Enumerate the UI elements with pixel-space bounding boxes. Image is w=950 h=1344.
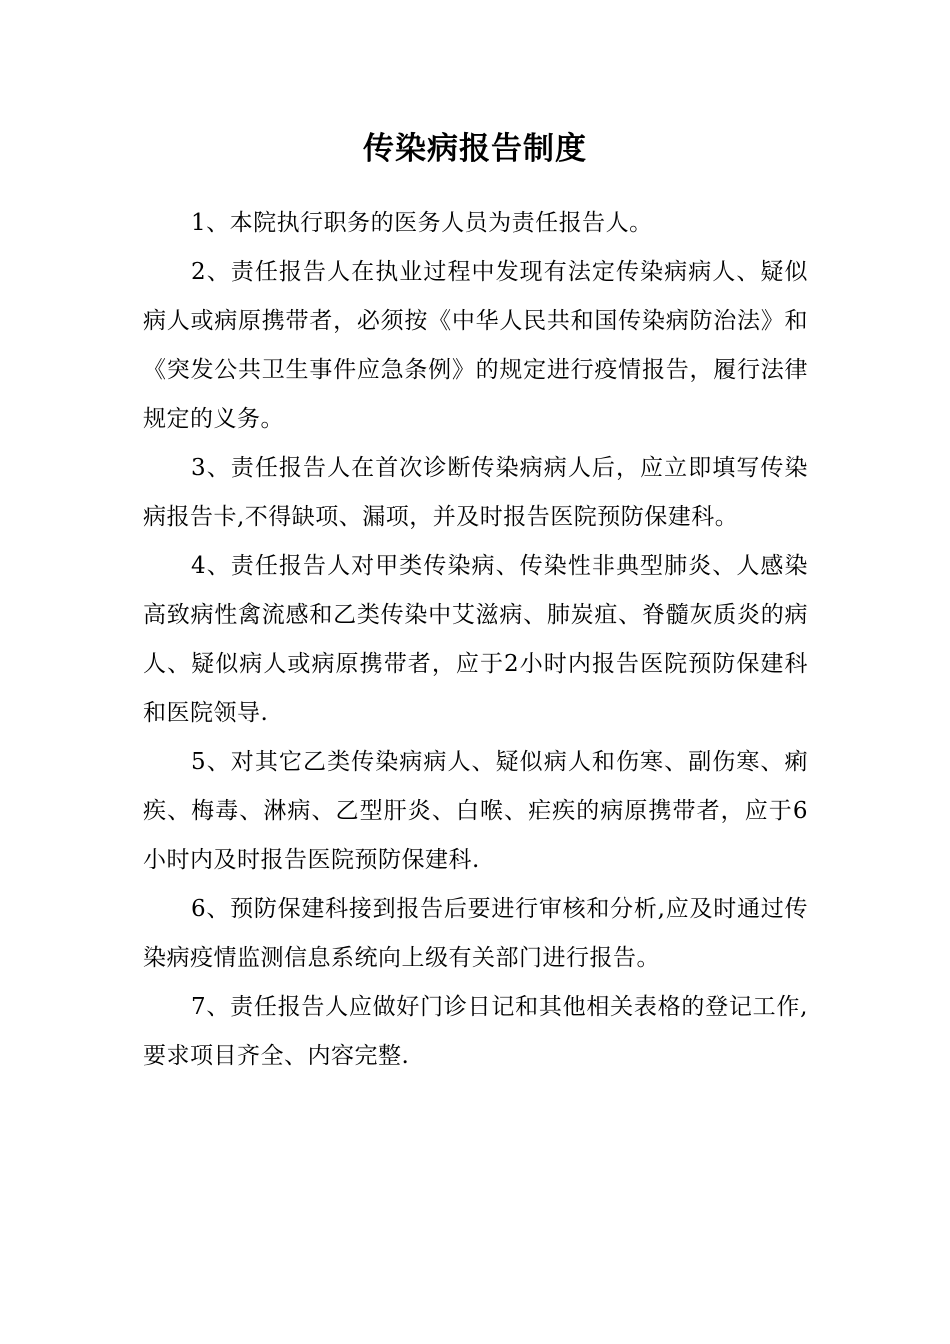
document-title: 传染病报告制度	[363, 131, 587, 167]
paragraph-5: 5、对其它乙类传染病病人、疑似病人和伤寒、副伤寒、痢疾、梅毒、淋病、乙型肝炎、白喉、疟疾的病原携带者，应于6小时内及时报告医院预防保建科.	[143, 749, 808, 873]
paragraph-1: 1、本院执行职务的医务人员为责任报告人。	[191, 210, 653, 236]
paragraph-3: 3、责任报告人在首次诊断传染病病人后，应立即填写传染病报告卡,不得缺项、漏项，并及时报告医院预防保建科。	[143, 455, 808, 530]
paragraph-7: 7、责任报告人应做好门诊日记和其他相关表格的登记工作,要求项目齐全、内容完整.	[143, 994, 808, 1069]
paragraph-6: 6、预防保建科接到报告后要进行审核和分析,应及时通过传染病疫情监测信息系统向上级有关部门进行报告。	[143, 896, 808, 971]
paragraph-4: 4、责任报告人对甲类传染病、传染性非典型肺炎、人感染高致病性禽流感和乙类传染中艾滋病、肺炭疽、脊髓灰质炎的病人、疑似病人或病原携带者，应于2小时内报告医院预防保建科和医院领导.	[143, 553, 808, 726]
paragraph-2: 2、责任报告人在执业过程中发现有法定传染病病人、疑似病人或病原携带者，必须按《中华人民共和国传染病防治法》和《突发公共卫生事件应急条例》的规定进行疫情报告，履行法律规定的义务。	[143, 259, 808, 432]
document-body	[143, 199, 808, 1081]
